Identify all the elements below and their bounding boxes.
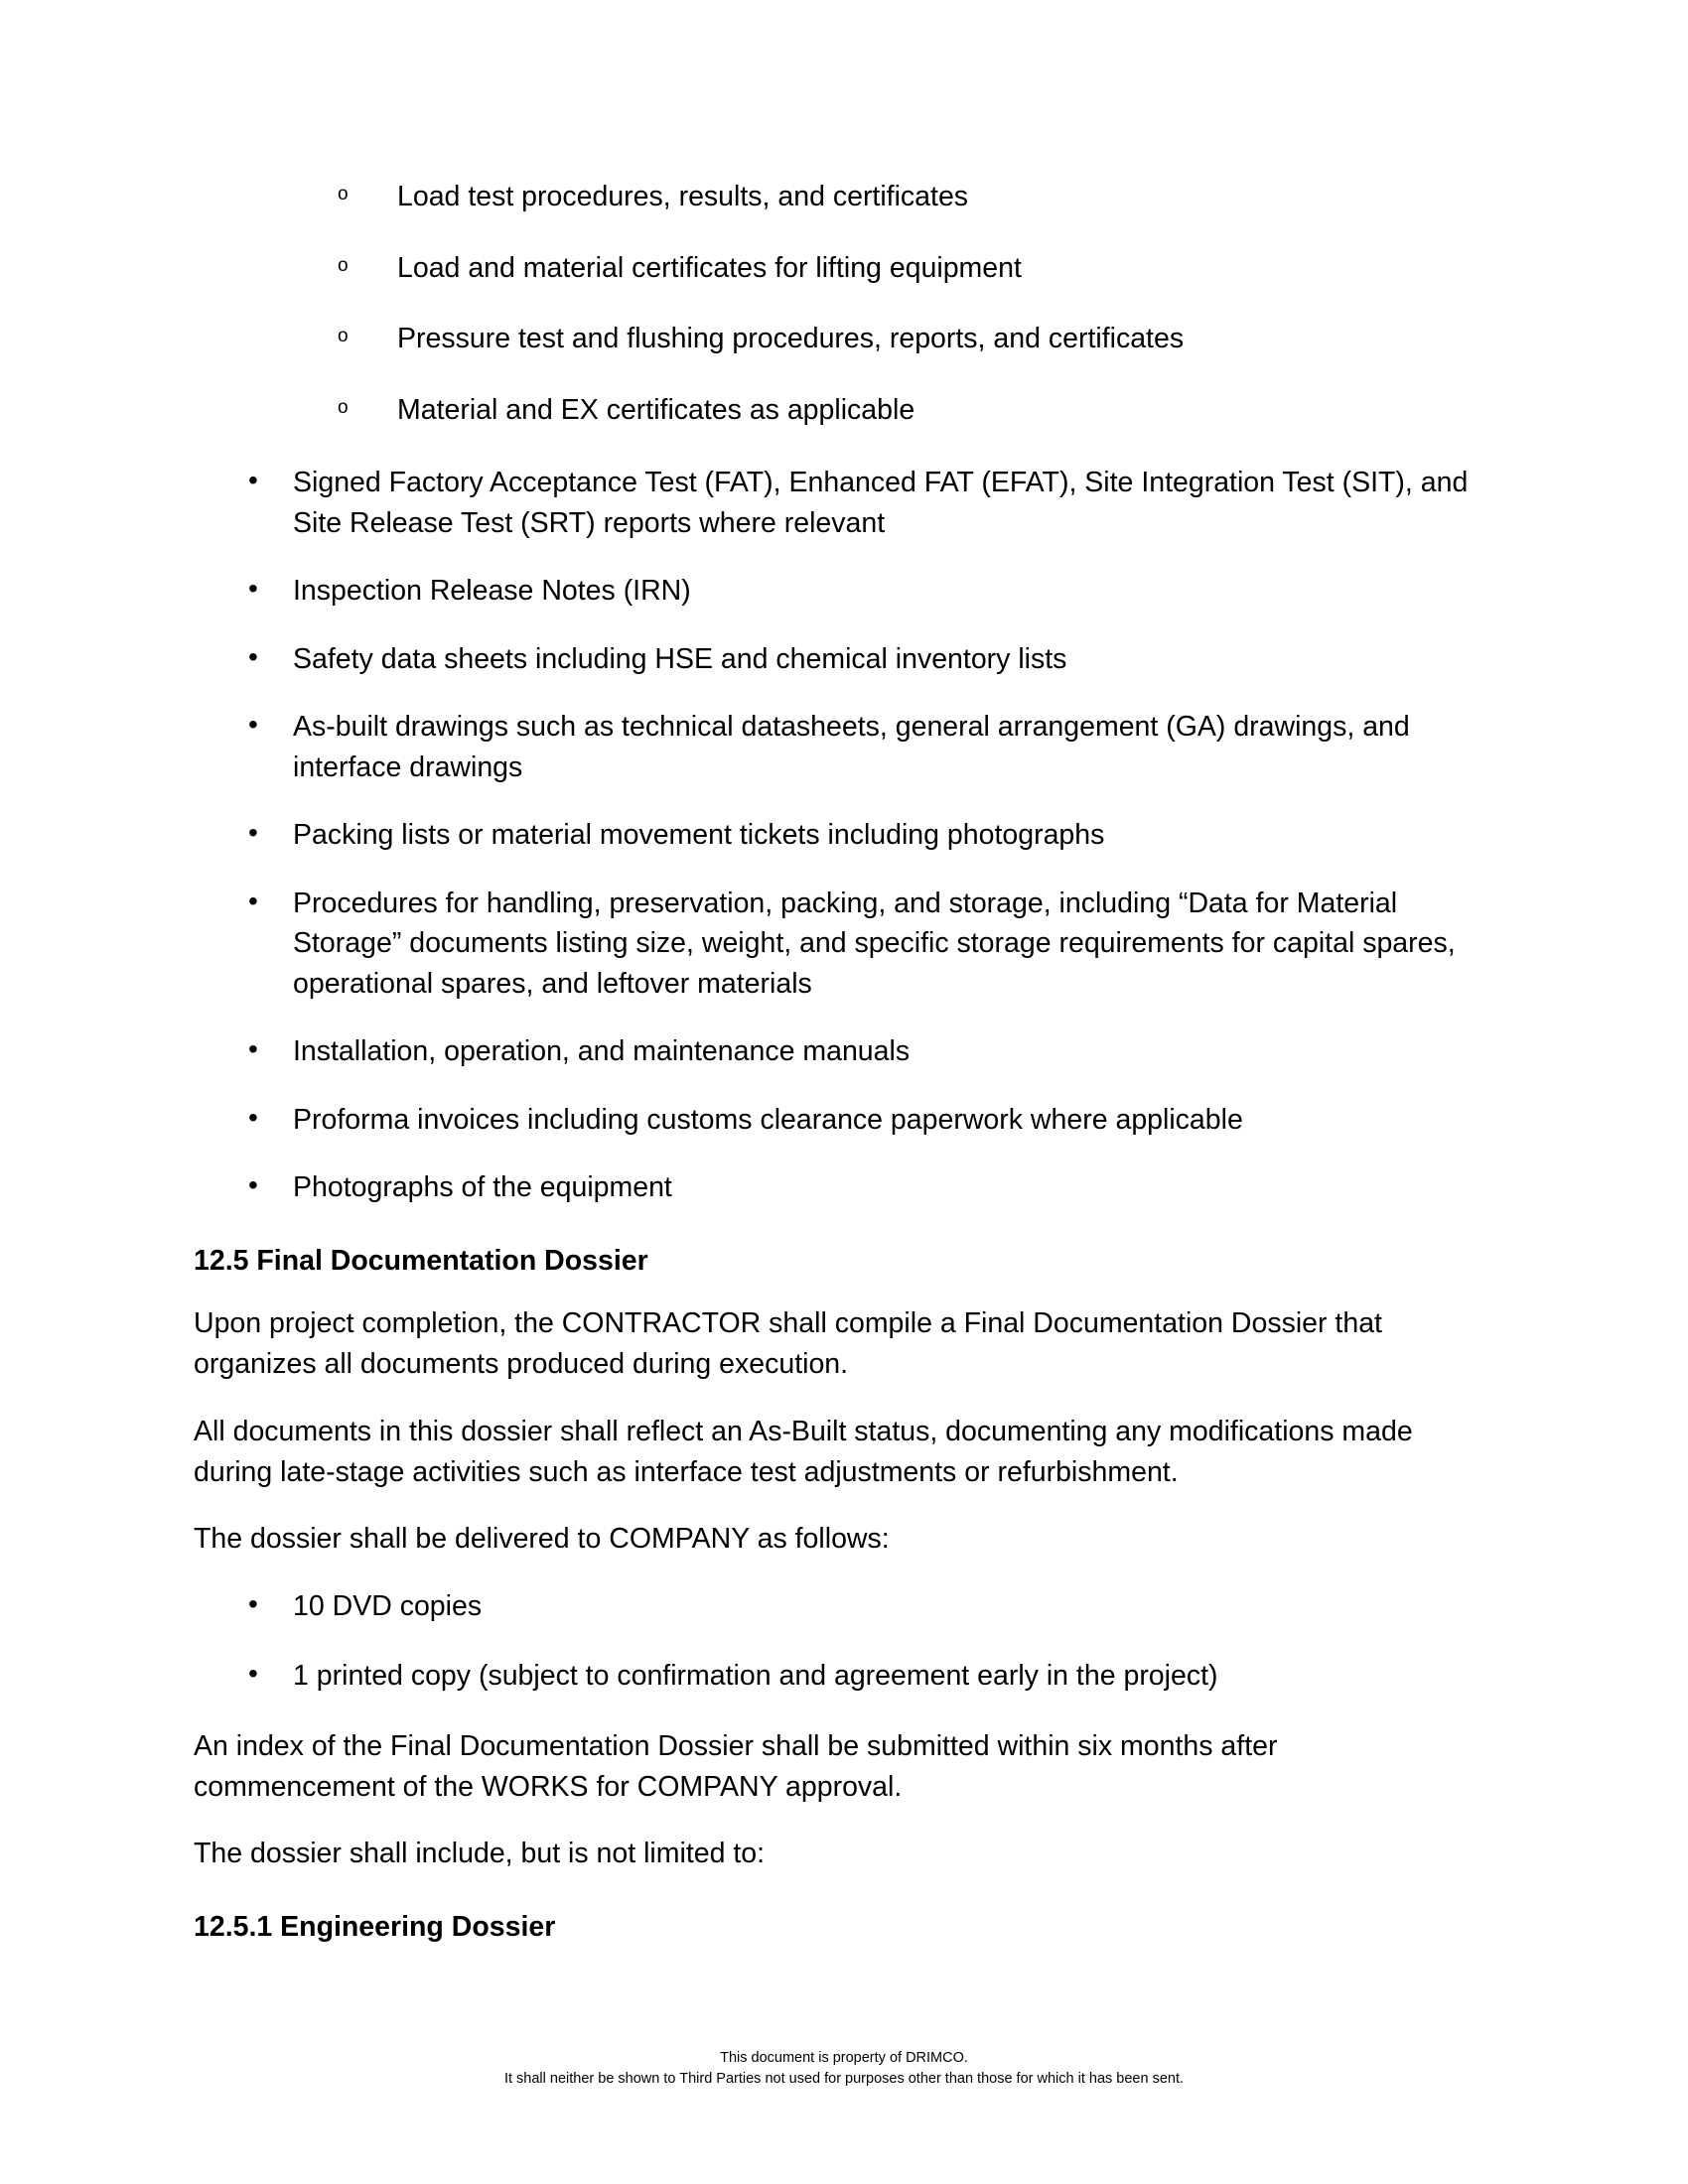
list-item — [194, 392, 1484, 430]
list-item-text: Safety data sheets including HSE and chemical inventory lists — [293, 642, 1067, 675]
delivery-bullet-list — [194, 1586, 1484, 1697]
list-item-text: Material and EX certificates as applicable — [397, 393, 915, 426]
list-item-text: Procedures for handling, preservation, packing, and storage, including “Data for Material Storage” documents listing size, weight, and specific storage requirements for capital spares, operational spares, and leftover materials — [293, 887, 1456, 1000]
list-item-text: As-built drawings such as technical datasheets, general arrangement (GA) drawings, and interface drawings — [293, 711, 1410, 783]
paragraph-delivery-intro: The dossier shall be delivered to COMPANY as follows: — [194, 1523, 890, 1556]
circle-bullet-icon: o — [338, 184, 349, 205]
list-item — [194, 639, 1484, 679]
list-item — [194, 250, 1484, 288]
list-item — [194, 571, 1484, 611]
list-item — [194, 321, 1484, 358]
bullet-icon: • — [248, 573, 258, 605]
page-footer — [0, 2048, 1688, 2090]
footer-line-2: It shall neither be shown to Third Parties not used for purposes other than those for which it has been sent. — [503, 2070, 1185, 2087]
bullet-icon: • — [248, 817, 258, 849]
list-item — [194, 1031, 1484, 1071]
list-item — [194, 463, 1484, 543]
circle-bullet-icon: o — [338, 326, 349, 347]
list-item-text: Inspection Release Notes (IRN) — [293, 575, 691, 608]
paragraph-dossier-include: The dossier shall include, but is not limited to: — [194, 1838, 766, 1870]
list-item-text: 1 printed copy (subject to confirmation and agreement early in the project) — [293, 1660, 1218, 1693]
list-item-text: 10 DVD copies — [293, 1589, 483, 1622]
list-item — [194, 179, 1484, 216]
list-item — [194, 815, 1484, 855]
section-heading-12-5: 12.5 Final Documentation Dossier — [194, 1244, 648, 1277]
bullet-icon: • — [248, 1658, 258, 1690]
bullet-icon: • — [248, 465, 258, 496]
circle-bullet-icon: o — [338, 254, 349, 276]
list-item-text: Pressure test and flushing procedures, reports, and certificates — [397, 323, 1185, 355]
list-item — [194, 884, 1484, 1004]
list-item — [194, 1586, 1484, 1626]
main-bullet-list — [194, 463, 1484, 1207]
document-content — [194, 179, 1484, 1947]
list-item — [194, 707, 1484, 787]
list-item — [194, 1167, 1484, 1207]
paragraph-index-submission: An index of the Final Documentation Dossier shall be submitted within six months after commencement of the WORKS for COMPANY approval. — [194, 1729, 1278, 1803]
bullet-icon: • — [248, 1033, 258, 1065]
list-item-text: Packing lists or material movement tickets including photographs — [293, 819, 1105, 852]
bullet-icon: • — [248, 640, 258, 672]
bullet-icon: • — [248, 1101, 258, 1133]
bullet-icon: • — [248, 885, 258, 916]
bullet-icon: • — [248, 709, 258, 741]
section-heading-12-5-1: 12.5.1 Engineering Dossier — [194, 1911, 556, 1944]
list-item — [194, 1100, 1484, 1140]
list-item-text: Photographs of the equipment — [293, 1171, 672, 1204]
circle-bullet-icon: o — [338, 396, 349, 418]
bullet-icon: • — [248, 1169, 258, 1201]
sub-bullet-list — [194, 179, 1484, 429]
paragraph-upon-project-completion: Upon project completion, the CONTRACTOR shall compile a Final Documentation Dossier that organizes all documents produced during execution. — [194, 1307, 1382, 1381]
bullet-icon: • — [248, 1587, 258, 1619]
list-item-text: Proforma invoices including customs clearance paperwork where applicable — [293, 1103, 1243, 1136]
footer-line-1: This document is property of DRIMCO. — [720, 2049, 968, 2066]
list-item-text: Installation, operation, and maintenance manuals — [293, 1035, 911, 1068]
paragraph-as-built-status: All documents in this dossier shall reflect an As-Built status, documenting any modifications made during late-stage activities such as interface test adjustments or refurbishment. — [194, 1415, 1413, 1488]
list-item — [194, 1656, 1484, 1696]
list-item-text: Load and material certificates for lifting equipment — [397, 251, 1022, 284]
list-item-text: Signed Factory Acceptance Test (FAT), Enhanced FAT (EFAT), Site Integration Test (SIT), and Site Release Test (SRT) reports where relevant — [293, 467, 1469, 539]
list-item-text: Load test procedures, results, and certificates — [397, 181, 969, 212]
